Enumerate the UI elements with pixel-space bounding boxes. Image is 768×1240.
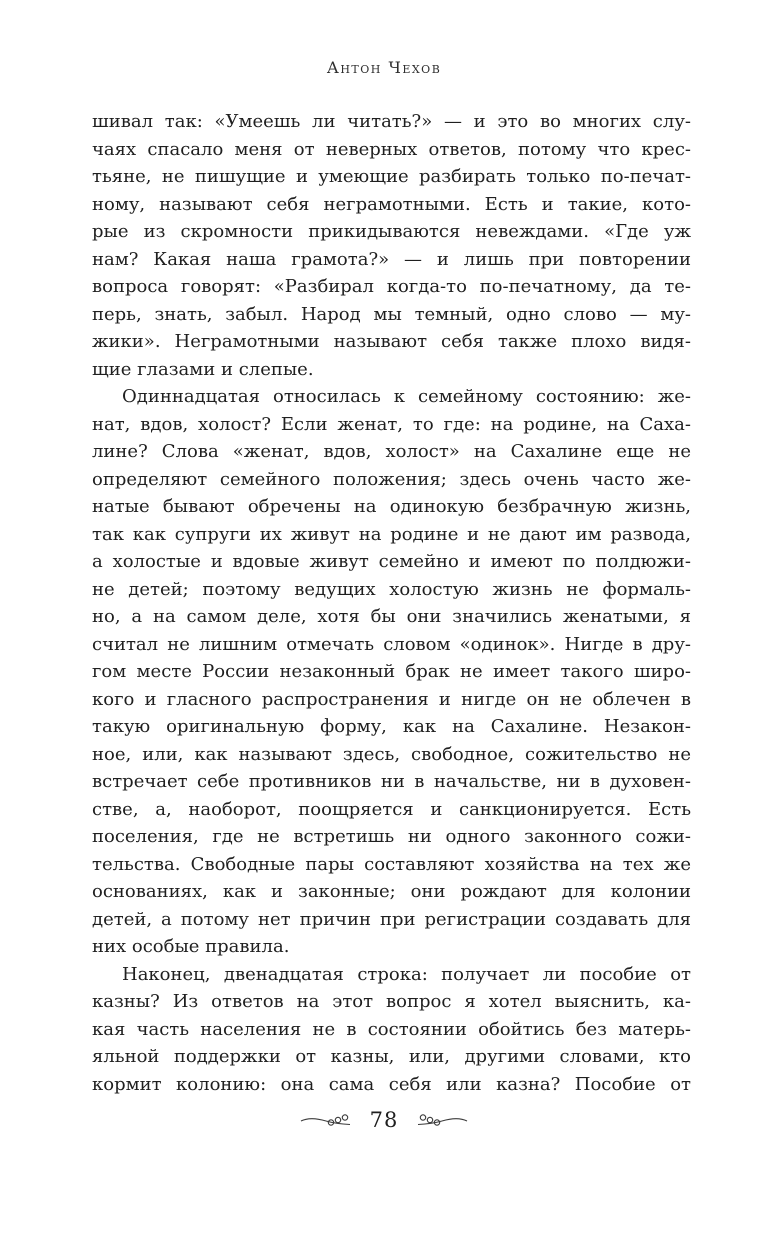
footer-ornament-left-icon — [300, 1112, 356, 1128]
text-line: перь, знать, забыл. Народ мы темный, одно слово — му- — [92, 303, 691, 325]
text-line: них особые правила. — [92, 936, 290, 957]
text-line: такую оригинальную форму, как на Сахалине. Незакон- — [92, 716, 691, 737]
text-line: ному, называют себя неграмотными. Есть и такие, кото- — [92, 193, 691, 215]
text-line: гом месте России незаконный брак не имеет такого широ- — [92, 661, 691, 682]
paragraph — [92, 383, 691, 961]
text-line: считал не лишним отмечать словом «одинок». Нигде в дру- — [92, 633, 691, 655]
text-line: вопроса говорят: «Разбирал когда-то по-печатному, да те- — [92, 276, 691, 297]
text-line: Одиннадцатая относилась к семейному состоянию: же- — [122, 386, 691, 407]
text-line: рые из скромности прикидываются невеждами. «Где уж — [92, 221, 691, 242]
text-line: а холостые и вдовые живут семейно и имеют по полдюжи- — [92, 551, 691, 572]
paragraph — [92, 961, 691, 1099]
text-line: кого и гласного распространения и нигде он не облечен в — [92, 688, 691, 710]
text-line: стве, а, наоборот, поощряется и санкционируется. Есть — [92, 798, 691, 820]
text-line: но, а на самом деле, хотя бы они значились женатыми, я — [92, 606, 691, 627]
text-line: нат, вдов, холост? Если женат, то где: на родине, на Саха- — [92, 413, 691, 435]
text-line: чаях спасало меня от неверных ответов, потому что крес- — [92, 138, 691, 160]
text-line: щие глазами и слепые. — [92, 358, 314, 380]
text-line: не детей; поэтому ведущих холостую жизнь не формаль- — [92, 578, 691, 600]
text-line: так как супруги их живут на родине и не дают им развода, — [92, 523, 691, 545]
text-line: детей, а потому нет причин при регистрации создавать для — [92, 908, 691, 930]
text-line: тельства. Свободные пары составляют хозяйства на тех же — [92, 853, 691, 875]
footer-ornament-right-icon — [412, 1112, 468, 1128]
text-line: ное, или, как называют здесь, свободное, сожительство не — [92, 743, 691, 765]
text-line: лине? Слова «женат, вдов, холост» на Сахалине еще не — [92, 441, 691, 462]
page-number: 78 — [369, 1108, 399, 1132]
page-body — [92, 108, 691, 1098]
text-line: натые бывают обречены на одинокую безбрачную жизнь, — [92, 496, 691, 517]
text-line: тьяне, не пишущие и умеющие разбирать только по-печат- — [92, 166, 691, 187]
text-line: основаниях, как и законные; они рождают для колонии — [92, 881, 691, 902]
text-line: поселения, где не встретишь ни одного законного сожи- — [92, 826, 691, 847]
page-footer — [0, 1108, 768, 1132]
text-line: жики». Неграмотными называют себя также плохо видя- — [92, 331, 691, 352]
text-line: кая часть населения не в состоянии обойтись без матерь- — [92, 1018, 691, 1040]
text-line: определяют семейного положения; здесь очень часто же- — [92, 468, 691, 490]
text-line: яльной поддержки от казны, или, другими словами, кто — [92, 1046, 691, 1067]
text-line: встречает себе противников ни в начальстве, ни в духовен- — [92, 771, 691, 792]
author-name: Антон Чехов — [326, 58, 442, 77]
text-line: кормит колонию: она сама себя или казна? Пособие от — [92, 1073, 691, 1095]
text-line: казны? Из ответов на этот вопрос я хотел выяснить, ка- — [92, 991, 691, 1012]
paragraph — [92, 108, 691, 383]
text-line: нам? Какая наша грамота?» — и лишь при повторении — [92, 248, 691, 270]
text-line: шивал так: «Умеешь ли читать?» — и это во многих слу- — [92, 111, 691, 132]
text-line: Наконец, двенадцатая строка: получает ли пособие от — [122, 963, 691, 985]
running-header — [0, 58, 768, 77]
